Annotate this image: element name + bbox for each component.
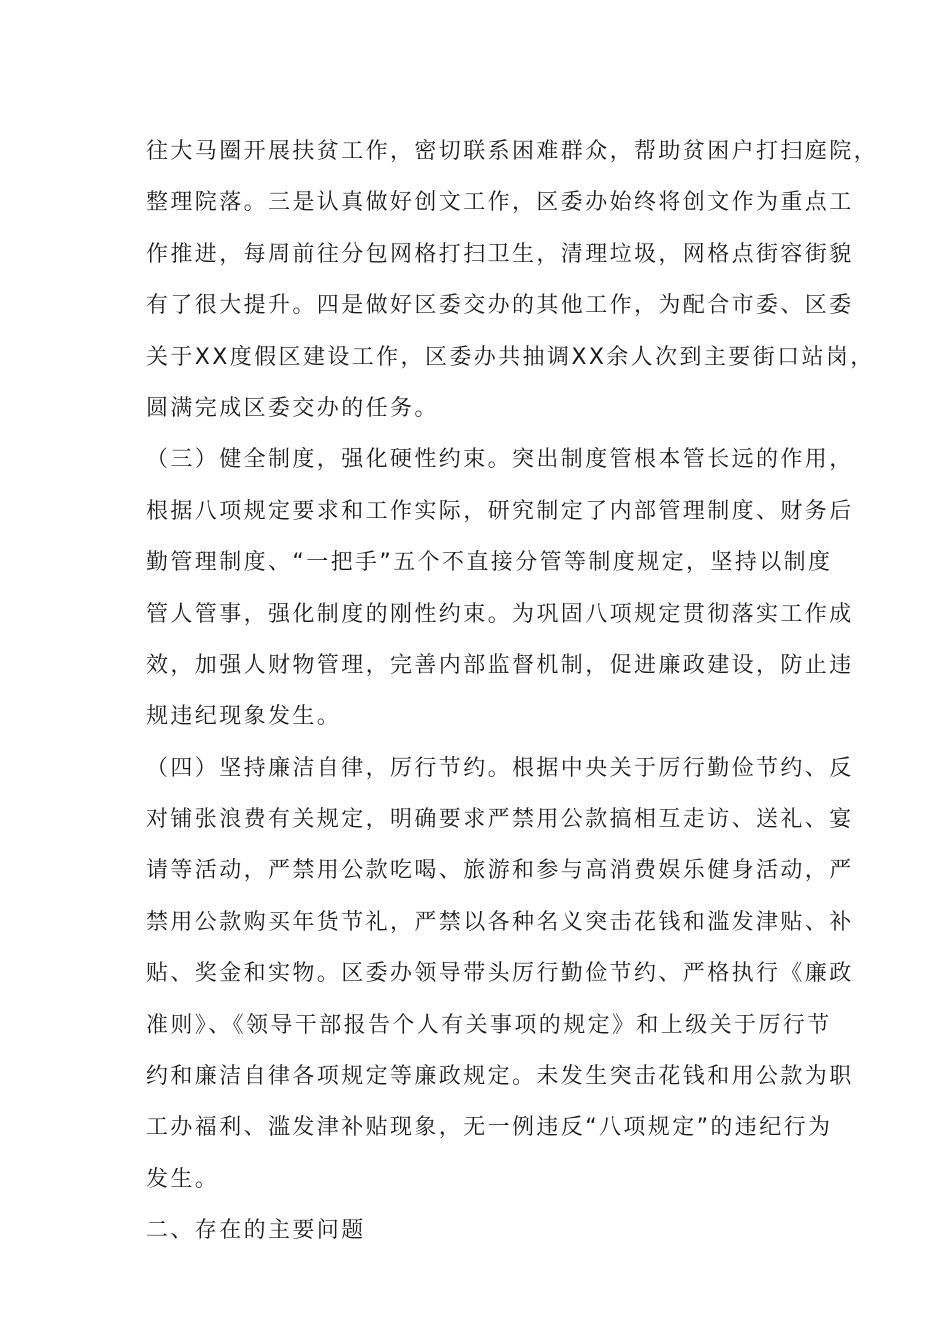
text-line: 有了很大提升。四是做好区委交办的其他工作，为配合市委、区委 <box>146 293 854 319</box>
text-line: 效，加强人财物管理，完善内部监督机制，促进廉政建设，防止违 <box>146 652 854 678</box>
text-line: 整理院落。三是认真做好创文工作，区委办始终将创文作为重点工 <box>146 190 854 216</box>
section-heading-3: （三）健全制度，强化硬性约束。突出制度管根本管长远的作用， <box>146 447 854 473</box>
document-body <box>146 126 879 1257</box>
text-line: 禁用公款购买年货节礼，严禁以各种名义突击花钱和滥发津贴、补 <box>146 909 854 935</box>
text-line: 请等活动，严禁用公款吃喝、旅游和参与高消费娱乐健身活动，严 <box>146 858 854 884</box>
text-line: 贴、奖金和实物。区委办领导带头厉行勤俭节约、严格执行《廉政 <box>146 961 854 987</box>
text-line: 圆满完成区委交办的任务。 <box>146 395 439 421</box>
text-line: 对铺张浪费有关规定，明确要求严禁用公款搞相互走访、送礼、宴 <box>146 807 854 833</box>
text-line: 规违纪现象发生。 <box>146 704 342 730</box>
text-line: 管人管事，强化制度的刚性约束。为巩固八项规定贯彻落实工作成 <box>146 601 854 627</box>
text-line: 根据八项规定要求和工作实际，研究制定了内部管理制度、财务后 <box>146 498 854 524</box>
text-line: 作推进，每周前往分包网格打扫卫生，清理垃圾，网格点街容街貌 <box>146 241 854 267</box>
text-line: 工办福利、滥发津补贴现象，无一例违反“八项规定”的违纪行为 <box>146 1115 833 1141</box>
text-line: 发生。 <box>146 1166 220 1192</box>
text-line: 关于XX度假区建设工作，区委办共抽调XX余人次到主要街口站岗， <box>146 344 875 370</box>
text-line: 往大马圈开展扶贫工作，密切联系困难群众，帮助贫困户打扫庭院， <box>146 139 879 164</box>
section-heading-main-problems: 二、存在的主要问题 <box>146 1218 366 1244</box>
text-line: 准则》、《领导干部报告个人有关事项的规定》和上级关于厉行节 <box>146 1012 832 1038</box>
text-line: 约和廉洁自律各项规定等廉政规定。未发生突击花钱和用公款为职 <box>146 1064 854 1090</box>
section-heading-4: （四）坚持廉洁自律，厉行节约。根据中央关于厉行勤俭节约、反 <box>146 755 854 781</box>
text-line: 勤管理制度、“一把手”五个不直接分管等制度规定，坚持以制度 <box>146 550 833 576</box>
